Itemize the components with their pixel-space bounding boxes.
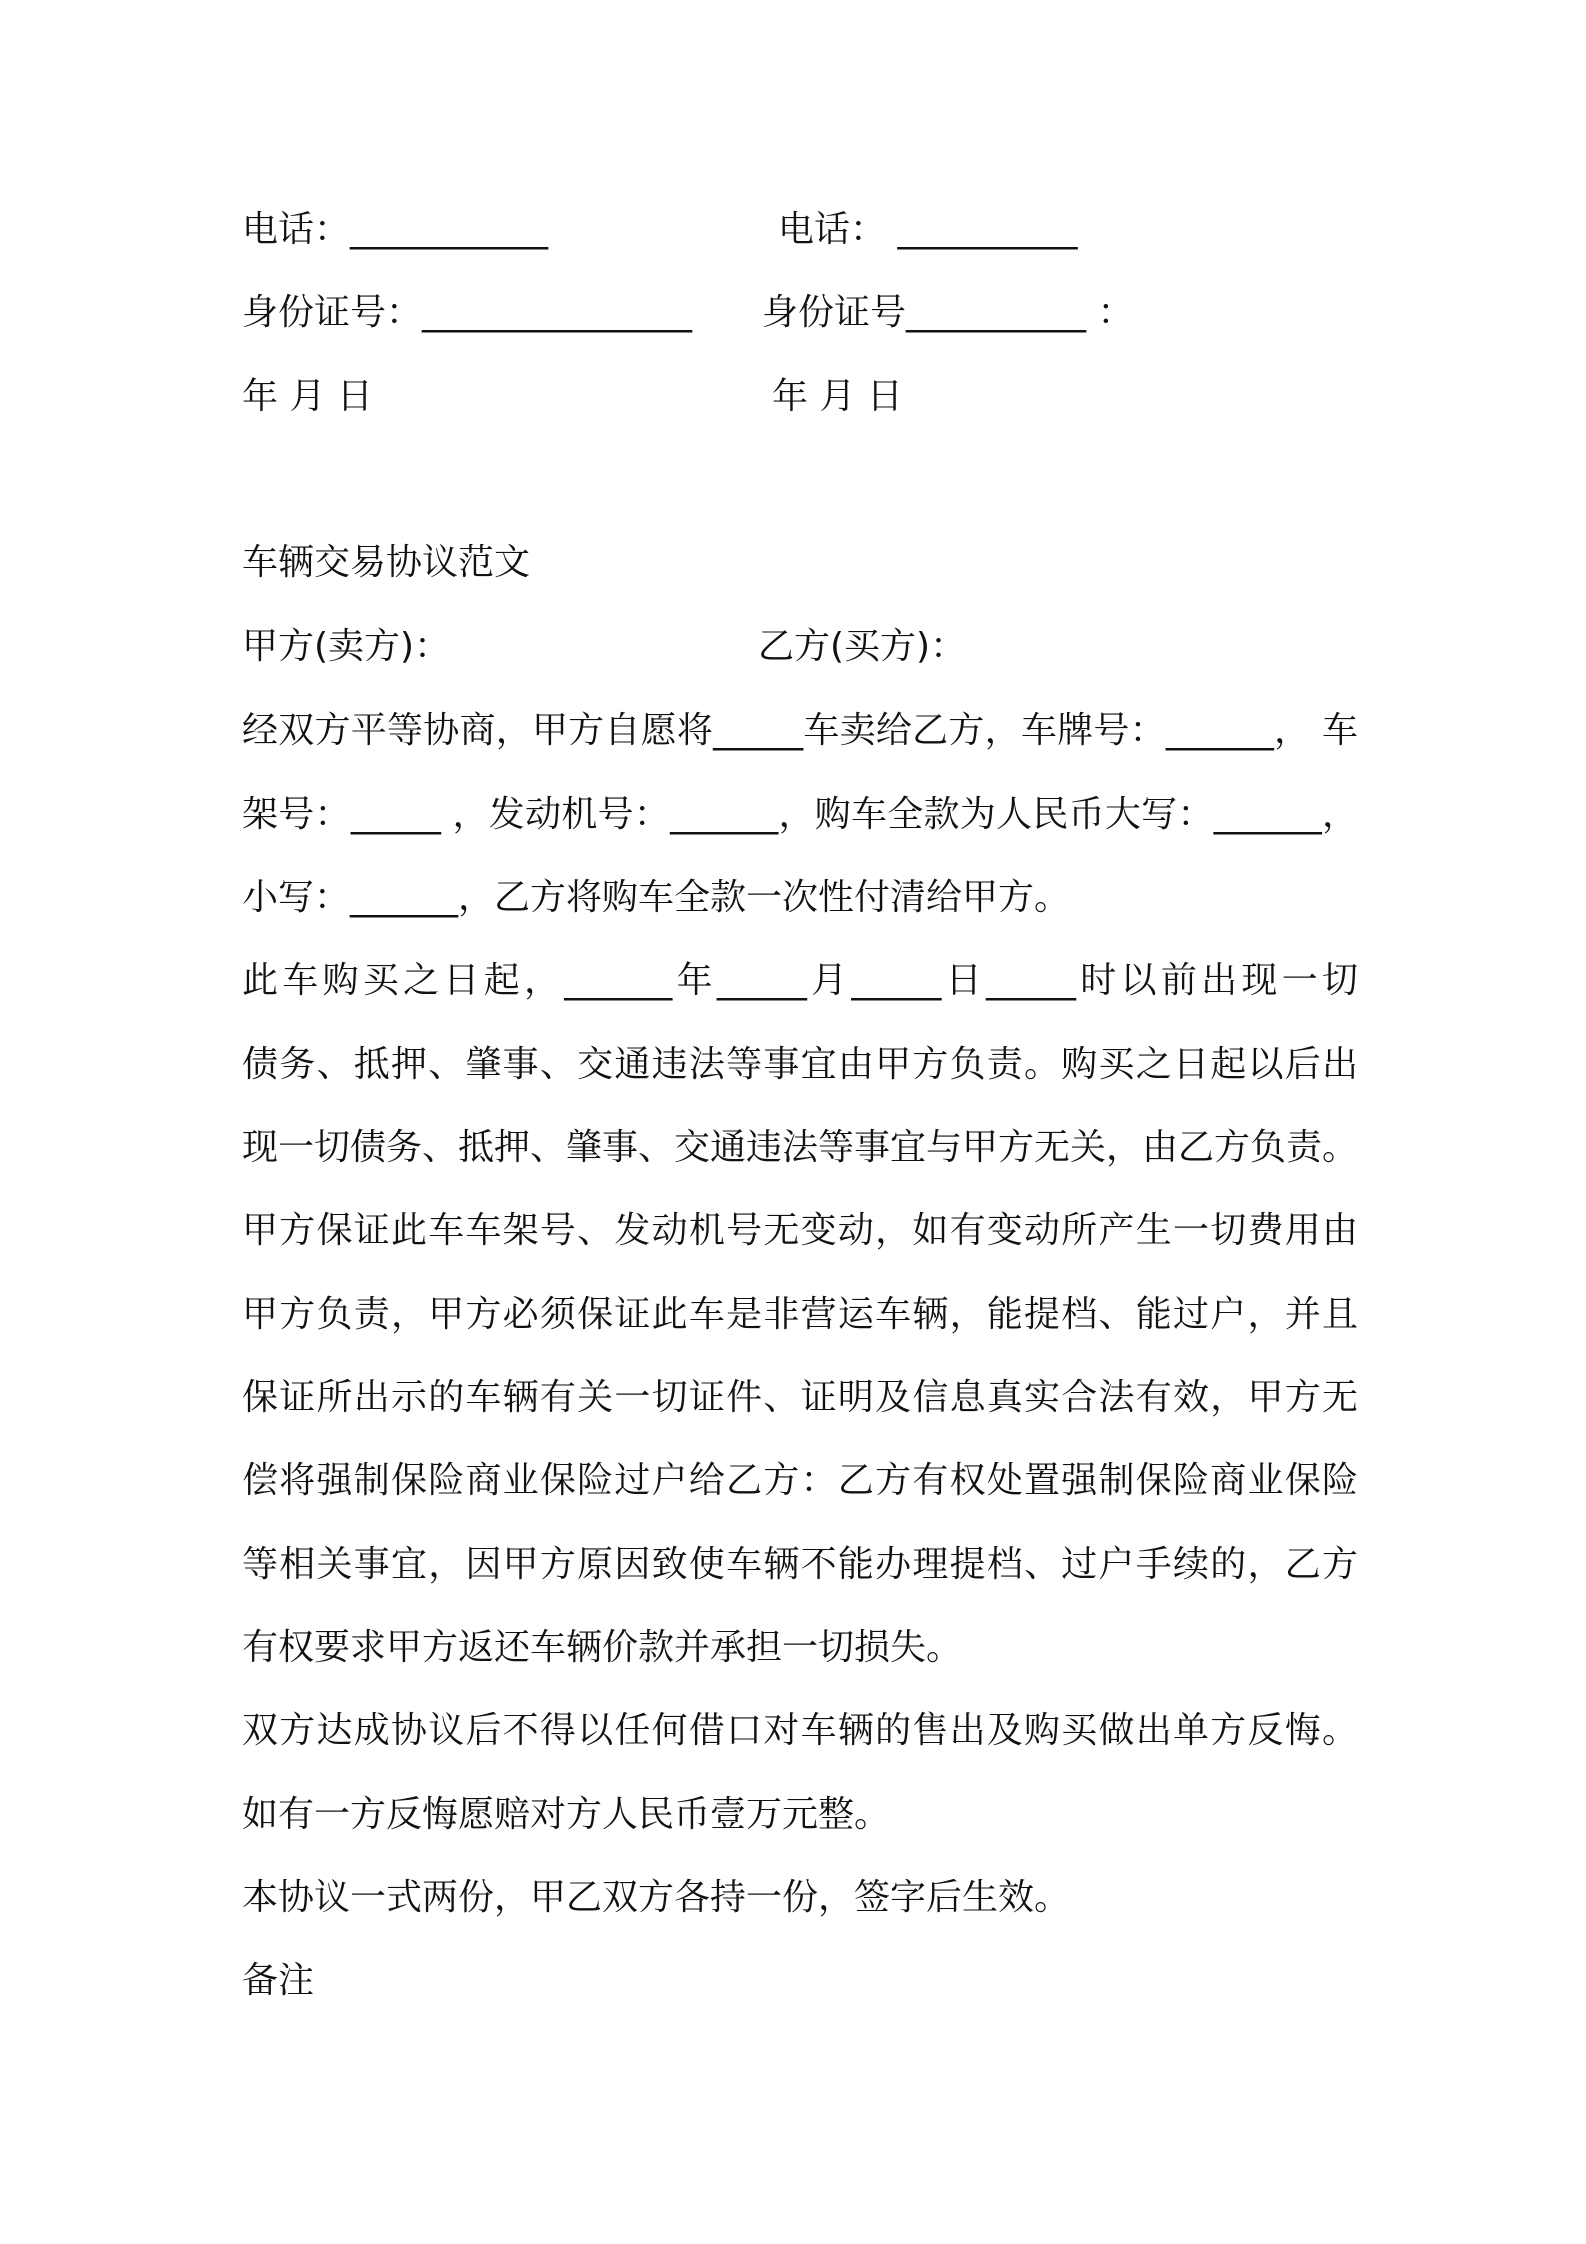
body-line-1: 经双方平等协商，甲方自愿将_____车卖给乙方，车牌号：______， 车 [242,710,1358,751]
party-b-phone: 电话： __________ [778,209,1078,250]
date-row [242,372,903,422]
body-line-10: 偿将强制保险商业保险过户给乙方：乙方有权处置强制保险商业保险 [242,1460,1358,1501]
phone-row [242,205,1078,255]
body-line-7: 甲方保证此车车架号、发动机号无变动，如有变动所产生一切费用由 [242,1210,1358,1251]
body-line-15: 本协议一式两份，甲乙双方各持一份，签字后生效。 [242,1877,1071,1918]
document-title: 车辆交易协议范文 [242,542,531,583]
remarks-label: 备注 [242,1960,315,2001]
body-line-13: 双方达成协议后不得以任何借口对车辆的售出及购买做出单方反悔。 [242,1710,1358,1751]
body-line-5: 债务、抵押、肇事、交通违法等事宜由甲方负责。购买之日起以后出 [242,1044,1358,1085]
party-a-phone: 电话：___________ [242,209,549,250]
party-b-label: 乙方(买方)： [758,626,967,667]
body-line-11: 等相关事宜，因甲方原因致使车辆不能办理提档、过户手续的，乙方 [242,1544,1358,1585]
party-a-label: 甲方(卖方)： [242,626,451,667]
party-a-date: 年 月 日 [242,376,373,417]
body-line-2: 架号：_____ ，发动机号：______，购车全款为人民币大写：______， [242,794,1358,835]
body-line-6: 现一切债务、抵押、肇事、交通违法等事宜与甲方无关，由乙方负责。 [242,1127,1359,1168]
body-line-9: 保证所出示的车辆有关一切证件、证明及信息真实合法有效，甲方无 [242,1377,1358,1418]
body-line-8: 甲方负责，甲方必须保证此车是非营运车辆，能提档、能过户，并且 [242,1294,1358,1335]
party-b-date: 年 月 日 [772,376,903,417]
body-line-4: 此车购买之日起，______年_____月_____日_____时以前出现一切 [242,960,1358,1001]
body-line-14: 如有一方反悔愿赔对方人民币壹万元整。 [242,1794,891,1835]
parties-row [242,622,967,672]
id-number-row [242,288,1134,338]
body-line-3: 小写：______，乙方将购车全款一次性付清给甲方。 [242,877,1071,918]
body-line-12: 有权要求甲方返还车辆价款并承担一切损失。 [242,1627,963,1668]
party-a-id-number: 身份证号：_______________ [242,292,693,333]
party-b-id-number: 身份证号__________ ： [762,292,1134,333]
